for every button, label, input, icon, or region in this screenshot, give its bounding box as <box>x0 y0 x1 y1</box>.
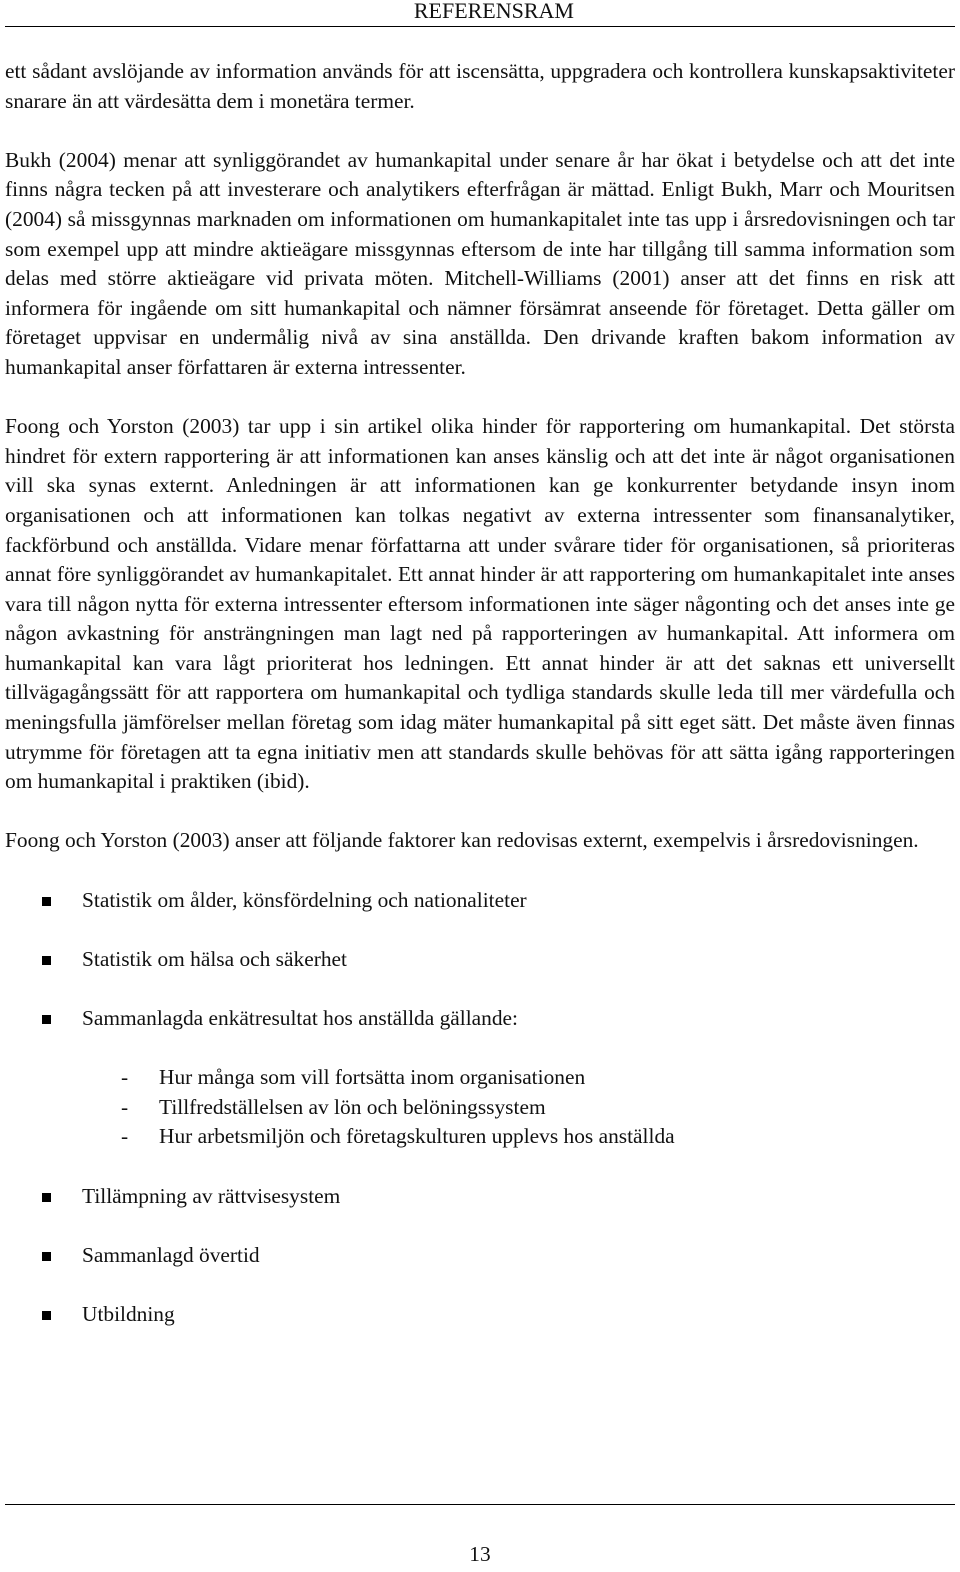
sublist-item <box>5 1122 955 1152</box>
paragraph-spacer <box>5 383 955 413</box>
factor-list-continued <box>5 1182 955 1330</box>
list-item <box>5 1241 955 1271</box>
survey-sublist <box>5 1063 955 1152</box>
list-item-text: Statistik om ålder, könsfördelning och nationaliteter <box>82 887 527 912</box>
paragraph-1: ett sådant avslöjande av information används för att iscensätta, uppgradera och kontrollera kunskapsaktiviteter snarare än att värdesätta dem i monetära termer. <box>5 59 955 113</box>
dash-bullet: - <box>121 1094 129 1119</box>
factor-list <box>5 886 955 1034</box>
sublist-item-text: Tillfredställelsen av lön och belöningssystem <box>159 1094 546 1119</box>
square-bullet-icon <box>42 1193 51 1202</box>
sublist-item-text: Hur arbetsmiljön och företagskulturen upplevs hos anställda <box>159 1124 675 1149</box>
dash-bullet: - <box>121 1065 129 1090</box>
paragraph-spacer <box>5 797 955 827</box>
square-bullet-icon <box>42 897 51 906</box>
list-item-text: Sammanlagd övertid <box>82 1242 260 1267</box>
list-item <box>5 886 955 916</box>
square-bullet-icon <box>42 1015 51 1024</box>
list-item <box>5 945 955 975</box>
square-bullet-icon <box>42 1311 51 1320</box>
page-body <box>5 57 955 1359</box>
list-item-text: Sammanlagda enkätresultat hos anställda gällande: <box>82 1006 518 1030</box>
running-header-title: REFERENSRAM <box>413 0 574 23</box>
sublist-item <box>5 1063 955 1093</box>
list-item <box>5 1300 955 1330</box>
paragraph-4: Foong och Yorston (2003) anser att följande faktorer kan redovisas externt, exempelvis i årsredovisningen. <box>5 828 919 853</box>
list-item-text: Statistik om hälsa och säkerhet <box>82 946 347 971</box>
page-number: 13 <box>469 1542 491 1566</box>
list-item <box>5 1182 955 1212</box>
footer-rule <box>5 1504 955 1505</box>
square-bullet-icon <box>42 956 51 965</box>
sublist-item <box>5 1093 955 1123</box>
paragraph-spacer <box>5 116 955 146</box>
list-item <box>5 1004 955 1034</box>
list-item-text: Tillämpning av rättvisesystem <box>82 1183 341 1208</box>
paragraph-2: Bukh (2004) menar att synliggörandet av humankapital under senare år har ökat i betydelse och att det inte finns några tecken på att investerare och analytikers efterfrågan är mättad. Enligt Bukh, Marr och Mouritsen (2004) så missgynnas marknaden om informationen om humankapitalet inte tas upp i årsredovisningen och tar som exempel upp att mindre aktieägare missgynnas eftersom de inte har tillgång till samma information som delas med större aktieägare vid privata möten. Mitchell-Williams (2001) anser att det finns en risk att informera för ingående om sitt humankapital och nämner försämrat anseende för företaget. Detta gäller om företaget uppvisar en undermålig nivå av sina anställda. Den drivande kraften bakom information av humankapital anser författaren är externa intressenter. <box>5 147 955 379</box>
sublist-item-text: Hur många som vill fortsätta inom organisationen <box>159 1065 586 1090</box>
list-item-text: Utbildning <box>82 1301 175 1326</box>
square-bullet-icon <box>42 1252 51 1261</box>
paragraph-3: Foong och Yorston (2003) tar upp i sin artikel olika hinder för rapportering om humankapital. Det största hindret för extern rapportering är att informationen kan anses känslig och att det inte är något organisationen vill ska synas externt. Anledningen är att informationen kan ge konkurrenter betydande insyn inom organisationen och att informationen kan tolkas negativt av externa intressenter som finansanalytiker, fackförbund och anställda. Vidare menar författarna att under svårare tider för organisationen, så prioriteras annat före synliggörandet av humankapitalet. Ett annat hinder är att rapportering om humankapitalet inte anses vara till någon nytta för externa intressenter eftersom informationen inte säger någonting och det anses inte ge någon avkastning för ansträngningen man lagt ned på rapporteringen av humankapital. Att informera om humankapital kan vara lågt prioriterat hos ledningen. Ett annat hinder är att det saknas ett universellt tillvägagångssätt för att rapportera om humankapital och tydliga standards skulle leda till mer värdefulla och meningsfulla jämförelser mellan företag som idag mäter humankapital på sitt eget sätt. Det måste även finnas utrymme för företagen att ta egna initiativ men att standards skulle behövas för att sätta igång rapporteringen om humankapital i praktiken (ibid). <box>5 414 955 794</box>
header-rule <box>5 26 955 27</box>
dash-bullet: - <box>121 1124 129 1149</box>
paragraph-spacer <box>5 856 955 886</box>
